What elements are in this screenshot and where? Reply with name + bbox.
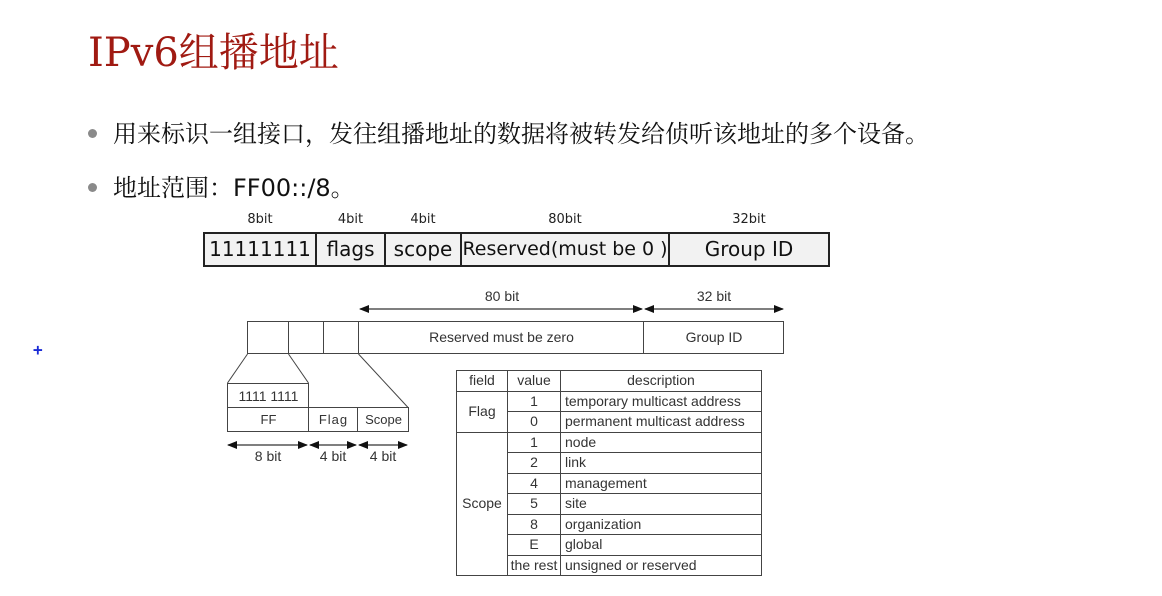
scope-label: Scope — [365, 412, 402, 427]
value-cell: the rest — [508, 555, 561, 576]
slide-title: IPv6组播地址 — [88, 30, 339, 76]
bit-label: 8bit — [247, 212, 273, 227]
table-row — [457, 391, 762, 412]
ff-label: FF — [260, 412, 277, 427]
cursor-crosshair-icon: + — [33, 340, 43, 359]
bit-label: 4bit — [410, 212, 436, 227]
table-header-row — [457, 371, 762, 392]
description-cell: organization — [561, 514, 762, 535]
field-prefix: 11111111 — [205, 234, 317, 265]
value-cell: 1 — [508, 391, 561, 412]
value-cell: 1 — [508, 432, 561, 453]
bit-label: 4bit — [337, 212, 364, 227]
description-cell: global — [561, 535, 762, 556]
bit-label: 80bit — [548, 212, 582, 227]
field-cell: Flag — [457, 391, 508, 432]
description-cell: link — [561, 453, 762, 474]
bullet-text: 用来标识一组接口，发往组播地址的数据将被转发给侦听该地址的多个设备。 — [113, 120, 929, 148]
group-id-segment: Group ID — [685, 329, 743, 345]
description-cell: permanent multicast address — [561, 412, 762, 433]
group-id-bit-length: 32 bit — [696, 288, 732, 304]
flag-scope-table — [456, 370, 762, 576]
description-cell: site — [561, 494, 762, 515]
value-cell: E — [508, 535, 561, 556]
header-description: description — [561, 371, 762, 392]
field-flags: flags — [317, 234, 386, 265]
ff-bit-length: 8 bit — [254, 448, 282, 464]
value-cell: 0 — [508, 412, 561, 433]
value-cell: 5 — [508, 494, 561, 515]
reserved-bit-length: 80 bit — [484, 288, 520, 304]
flag-bit-length: 4 bit — [319, 448, 347, 464]
value-cell: 2 — [508, 453, 561, 474]
reserved-segment: Reserved must be zero — [429, 329, 574, 345]
description-cell: management — [561, 473, 762, 494]
field-cell: Scope — [457, 432, 508, 576]
header-field: field — [457, 371, 508, 392]
description-cell: unsigned or reserved — [561, 555, 762, 576]
value-cell: 8 — [508, 514, 561, 535]
header-value: value — [508, 371, 561, 392]
field-reserved: Reserved(must be 0 ) — [462, 234, 670, 265]
bullet-text: 地址范围：FF00::/8。 — [113, 174, 355, 202]
flag-label: Flag — [318, 412, 349, 427]
ff-binary: 1111 1111 — [238, 388, 299, 404]
description-cell: temporary multicast address — [561, 391, 762, 412]
value-cell: 4 — [508, 473, 561, 494]
field-scope: scope — [386, 234, 462, 265]
field-group-id: Group ID — [704, 237, 794, 261]
description-cell: node — [561, 432, 762, 453]
table-row — [457, 432, 762, 453]
scope-bit-length: 4 bit — [369, 448, 397, 464]
bit-label: 32bit — [732, 212, 766, 227]
